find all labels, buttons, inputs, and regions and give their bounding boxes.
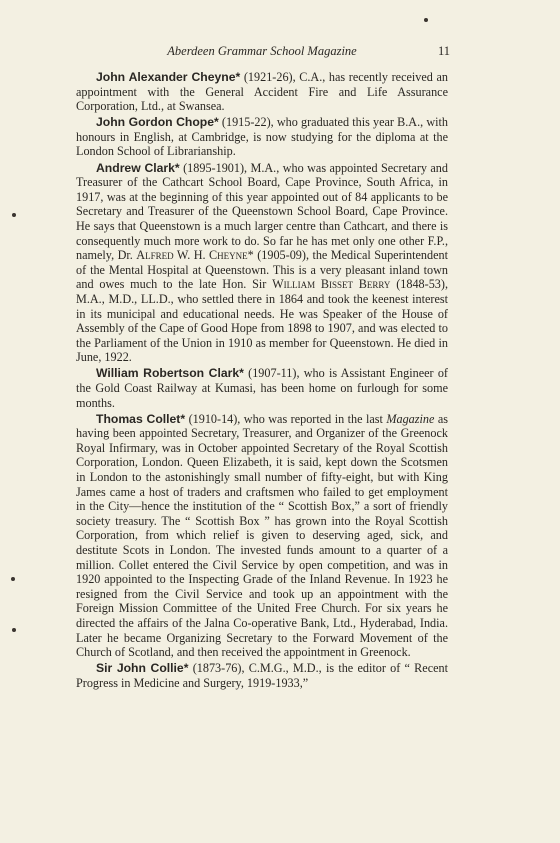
entry-text: * (1905-09), the Medical Superintendent of the Mental Hospital at Queenstown. This is a very pleasant inland town and owes much to the late Hon. Sir: [76, 248, 448, 292]
margin-mark: [12, 628, 16, 632]
margin-mark: [424, 18, 428, 22]
referenced-person: Alfred W. H. Cheyne: [136, 248, 248, 263]
entry-text: (1873-76), C.M.G., M.D., is the editor of “ Recent Progress in Medicine and Surgery, 1919-1933,”: [76, 661, 448, 690]
entry-text: (1848-53), M.A., M.D., LL.D., who settled there in 1864 and took the keenest interest in its municipal and educational needs. He was Speaker of the House of Assembly of the Cape of Good Hope from 1898 to 1907, and was elected to the Parliament of the Union in 1910 as member for Queenstown. He died in June, 1922.: [76, 277, 448, 365]
entry-text: (1921-26), C.A., has recently received an appointment with the General Accident Fire and Life Assurance Corporation, Ltd., at Swansea.: [76, 70, 448, 114]
person-name: John Gordon Chope*: [96, 115, 219, 130]
margin-mark: [11, 577, 15, 581]
person-name: Andrew Clark*: [96, 160, 180, 175]
entry-text: (1895-1901), M.A., who was appointed Secretary and Treasurer of the Cathcart School Board, Cape Province, South Africa, in 1917, was at the beginning of this year appointed out of 84 applicants to be Secretary and Treasurer of the Queenstown School Board, Cape Province. He says that Queenstown is a much larger centre than Cathcart, and there is consequently much more work to do. So far he has met only one other F.P., namely, Dr.: [76, 160, 448, 263]
entry-paragraph: [76, 115, 448, 159]
entry-paragraph: [76, 366, 448, 410]
person-name: Sir John Collie*: [96, 661, 189, 676]
entry-paragraph: [76, 70, 448, 114]
magazine-title: Magazine: [386, 411, 435, 426]
running-title: Aberdeen Grammar School Magazine: [167, 44, 357, 58]
entry-text: (1907-11), who is Assistant Engineer of the Gold Coast Railway at Kumasi, has been home on furlough for some months.: [76, 366, 448, 410]
person-name: William Robertson Clark*: [96, 366, 244, 381]
entry-paragraph: [76, 161, 448, 365]
entry-paragraph: [76, 412, 448, 660]
entry-text: (1910-14), who was reported in the last: [185, 411, 387, 426]
entry-paragraph: [76, 661, 448, 690]
entry-text: as having been appointed Secretary, Treasurer, and Organizer of the Greenock Royal Infirmary, was in October appointed Secretary of the Royal Scottish Corporation, London. Queen Elizabeth, it is said, kept down the Scotsmen in London to the astonishingly small number of fifty-eight, but with King James came a host of traders and craftsmen who failed to get employment in the City—hence the institution of the “ Scottish Box,” a sort of friendly society treasury. The “ Scottish Box ” has grown into the Royal Scottish Corporation, from which relief is given to deserving aged, sick, and destitute Scots in London. The invested funds amount to a quarter of a million. Collet entered the Civil Service by open competition, and was in 1920 appointed to the Inspecting Grade of the Inland Revenue. In 1923 he resigned from the Civil Service and took up an appointment with the Foreign Mission Committee of the United Free Church. For six years he directed the affairs of the Jalna Co-operative Bank, Ltd., Hyderabad, India. Later he became Organizing Secretary to the Forward Movement of the Church of Scotland, and then received the appointment in Greenock.: [76, 411, 449, 660]
entry-text: (1915-22), who graduated this year B.A., with honours in English, at Cambridge, is now studying for the diploma at the London School of Librarianship.: [76, 115, 448, 159]
running-header: [76, 44, 448, 59]
page-number: 11: [437, 44, 450, 58]
person-name: John Alexander Cheyne*: [96, 70, 241, 84]
article-body: [76, 70, 448, 692]
referenced-person: William Bisset Berry: [272, 277, 391, 292]
person-name: Thomas Collet*: [96, 411, 186, 426]
margin-mark: [12, 213, 16, 217]
